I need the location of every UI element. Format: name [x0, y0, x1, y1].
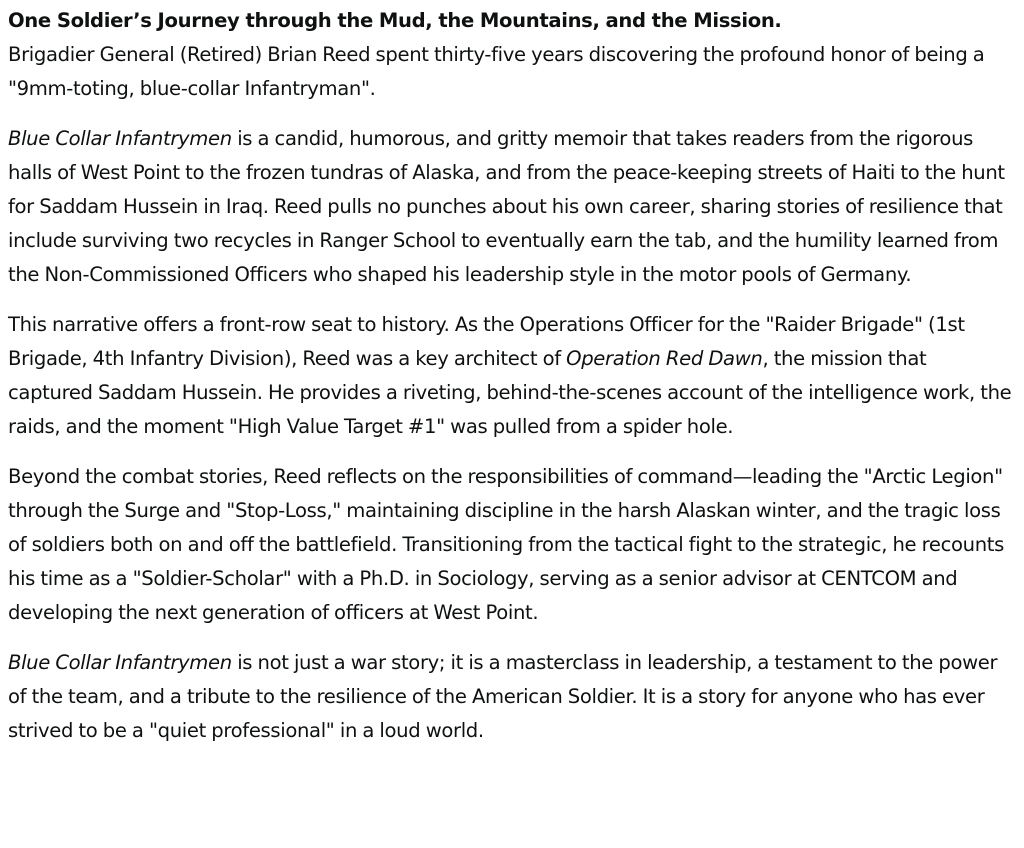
- command-paragraph: Beyond the combat stories, Reed reflects on the responsibilities of command—leading the "Arctic Legion" through the Surge and "Stop-Loss," maintaining discipline in the harsh Alaskan winter, and the tragic loss of soldiers both on and off the battlefield. Transitioning from the tactical fight to the strategic, he recounts his time as a "Soldier-Scholar" with a Ph.D. in Sociology, serving as a senior advisor at CENTCOM and developing the next generation of officers at West Point.: [8, 465, 1004, 624]
- closing-book-title-italic: Blue Collar Infantrymen: [8, 651, 232, 674]
- history-text-before: This narrative offers a front-row seat to history. As the Operations Officer for the "Raider Brigade" (1st Brigade, 4th Infantry Division), Reed was a key architect of: [8, 313, 965, 370]
- memoir-overview-paragraph: [8, 122, 1016, 292]
- intro-paragraph: [8, 4, 1016, 106]
- book-title-italic: Blue Collar Infantrymen: [8, 127, 232, 150]
- history-text-after: , the mission that captured Saddam Hussein. He provides a riveting, behind-the-scenes account of the intelligence work, the raids, and the moment "High Value Target #1" was pulled from a spider hole.: [8, 347, 1012, 438]
- memoir-overview-text: is a candid, humorous, and gritty memoir that takes readers from the rigorous halls of West Point to the frozen tundras of Alaska, and from the peace-keeping streets of Haiti to the hunt for Saddam Hussein in Iraq. Reed pulls no punches about his own career, sharing stories of resilience that include surviving two recycles in Ranger School to eventually earn the tab, and the humility learned from the Non-Commissioned Officers who shaped his leadership style in the motor pools of Germany.: [8, 127, 1005, 286]
- intro-text: Brigadier General (Retired) Brian Reed spent thirty-five years discovering the profound honor of being a "9mm-toting, blue-collar Infantryman".: [8, 43, 985, 100]
- operation-name-italic: Operation Red Dawn: [566, 347, 763, 370]
- closing-text: is not just a war story; it is a masterclass in leadership, a testament to the power of the team, and a tribute to the resilience of the American Soldier. It is a story for anyone who has ever strived to be a "quiet professional" in a loud world.: [8, 651, 998, 742]
- closing-paragraph: [8, 646, 1016, 748]
- history-paragraph: [8, 308, 1016, 444]
- description-headline: One Soldier’s Journey through the Mud, the Mountains, and the Mission.: [8, 9, 782, 32]
